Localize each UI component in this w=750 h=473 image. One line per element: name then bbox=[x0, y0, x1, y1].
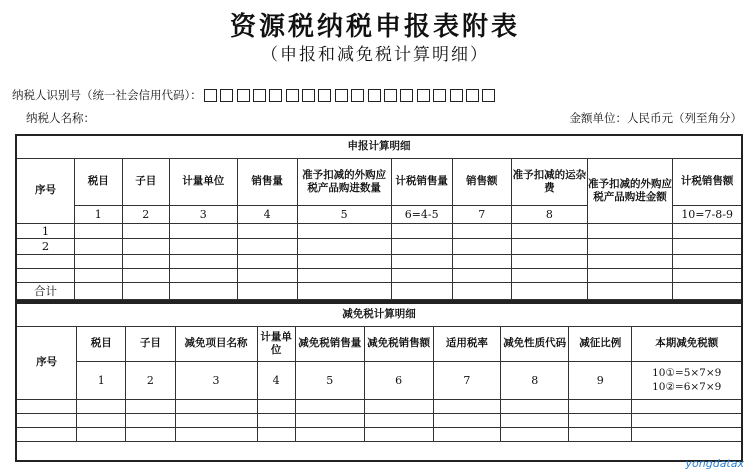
data-cell[interactable] bbox=[297, 224, 391, 239]
data-cell[interactable] bbox=[175, 400, 257, 414]
taxpayer-id-digit-box[interactable] bbox=[400, 89, 413, 102]
declaration-col-header: 准予扣减的外购应税产品购进金额 bbox=[587, 159, 672, 224]
exemption-col-header: 计量单位 bbox=[257, 327, 295, 362]
taxpayer-id-digit-box[interactable] bbox=[220, 89, 233, 102]
taxpayer-id-boxes[interactable] bbox=[204, 89, 499, 102]
taxpayer-id-digit-box[interactable] bbox=[286, 89, 299, 102]
data-cell[interactable] bbox=[17, 400, 77, 414]
data-cell[interactable] bbox=[511, 254, 587, 268]
declaration-col-header: 销售额 bbox=[452, 159, 511, 206]
declaration-col-number: 4 bbox=[237, 206, 297, 224]
form-title: 资源税纳税申报表附表 bbox=[229, 12, 520, 42]
row-label: 2 bbox=[17, 239, 75, 254]
declaration-col-number: 3 bbox=[170, 206, 238, 224]
data-cell[interactable] bbox=[673, 224, 742, 239]
data-cell[interactable] bbox=[122, 268, 169, 282]
row-label bbox=[17, 254, 75, 268]
data-cell[interactable] bbox=[297, 282, 391, 299]
exemption-col-header: 减免性质代码 bbox=[501, 327, 569, 362]
declaration-col-number: 10=7-8-9 bbox=[673, 206, 742, 224]
data-cell[interactable] bbox=[122, 239, 169, 254]
data-cell[interactable] bbox=[257, 400, 295, 414]
exemption-col-header: 子目 bbox=[126, 327, 175, 362]
exemption-col-header: 税目 bbox=[77, 327, 126, 362]
data-cell[interactable] bbox=[77, 428, 126, 442]
data-cell[interactable] bbox=[452, 239, 511, 254]
data-cell[interactable] bbox=[122, 282, 169, 299]
taxpayer-id-digit-box[interactable] bbox=[237, 89, 250, 102]
data-cell[interactable] bbox=[452, 282, 511, 299]
declaration-col-header: 计税销售量 bbox=[391, 159, 452, 206]
declaration-col-number: 8 bbox=[511, 206, 587, 224]
exemption-col-number: 9 bbox=[569, 362, 632, 400]
taxpayer-id-digit-box[interactable] bbox=[417, 89, 430, 102]
taxpayer-name-label: 纳税人名称： bbox=[26, 111, 95, 125]
declaration-col-header: 准予扣减的运杂费 bbox=[511, 159, 587, 206]
data-cell[interactable] bbox=[673, 254, 742, 268]
declaration-col-header: 准予扣减的外购应税产品购进数量 bbox=[297, 159, 391, 206]
data-cell[interactable] bbox=[122, 254, 169, 268]
taxpayer-id-digit-box[interactable] bbox=[302, 89, 315, 102]
data-cell[interactable] bbox=[511, 268, 587, 282]
data-cell[interactable] bbox=[75, 254, 122, 268]
data-cell[interactable] bbox=[237, 268, 297, 282]
declaration-col-header: 计税销售额 bbox=[673, 159, 742, 206]
declaration-col-header: 销售量 bbox=[237, 159, 297, 206]
exemption-table bbox=[16, 303, 742, 442]
data-cell[interactable] bbox=[170, 239, 238, 254]
table-row bbox=[17, 239, 742, 254]
data-cell[interactable] bbox=[237, 282, 297, 299]
data-cell[interactable] bbox=[75, 239, 122, 254]
data-cell[interactable] bbox=[170, 282, 238, 299]
data-cell[interactable] bbox=[295, 428, 364, 442]
data-cell[interactable] bbox=[632, 428, 742, 442]
table-row bbox=[17, 428, 742, 442]
data-cell[interactable] bbox=[17, 414, 77, 428]
data-cell[interactable] bbox=[569, 400, 632, 414]
data-cell[interactable] bbox=[297, 268, 391, 282]
exemption-col-header: 减免项目名称 bbox=[175, 327, 257, 362]
taxpayer-id-row bbox=[12, 87, 499, 103]
data-cell[interactable] bbox=[126, 414, 175, 428]
data-cell[interactable] bbox=[237, 224, 297, 239]
watermark: yongdatax bbox=[685, 457, 744, 470]
taxpayer-id-digit-box[interactable] bbox=[351, 89, 364, 102]
data-cell[interactable] bbox=[391, 224, 452, 239]
exemption-col-header: 减免税销售额 bbox=[364, 327, 433, 362]
data-cell[interactable] bbox=[587, 239, 672, 254]
currency-unit-label: 金额单位：人民币元（列至角分） bbox=[569, 111, 742, 125]
data-cell[interactable] bbox=[511, 239, 587, 254]
data-cell[interactable] bbox=[452, 254, 511, 268]
taxpayer-id-digit-box[interactable] bbox=[335, 89, 348, 102]
row-label: 1 bbox=[17, 224, 75, 239]
data-cell[interactable] bbox=[175, 428, 257, 442]
declaration-col-header: 子目 bbox=[122, 159, 169, 206]
data-cell[interactable] bbox=[569, 428, 632, 442]
exemption-formula-cell bbox=[632, 362, 742, 400]
taxpayer-id-digit-box[interactable] bbox=[384, 89, 397, 102]
data-cell[interactable] bbox=[391, 254, 452, 268]
data-cell[interactable] bbox=[126, 400, 175, 414]
data-cell[interactable] bbox=[391, 268, 452, 282]
data-cell[interactable] bbox=[77, 400, 126, 414]
exemption-col-number: 8 bbox=[501, 362, 569, 400]
data-cell[interactable] bbox=[170, 224, 238, 239]
declaration-row-header: 序号 bbox=[17, 159, 75, 224]
declaration-table bbox=[16, 135, 742, 300]
declaration-section-title: 申报计算明细 bbox=[17, 136, 742, 159]
table-row bbox=[17, 254, 742, 268]
data-cell[interactable] bbox=[501, 400, 569, 414]
data-cell[interactable] bbox=[673, 268, 742, 282]
declaration-col-number: 7 bbox=[452, 206, 511, 224]
data-cell[interactable] bbox=[364, 400, 433, 414]
declaration-col-header: 计量单位 bbox=[170, 159, 238, 206]
data-cell[interactable] bbox=[126, 428, 175, 442]
data-cell[interactable] bbox=[511, 224, 587, 239]
taxpayer-id-digit-box[interactable] bbox=[204, 89, 217, 102]
form-subtitle: （申报和减免税计算明细） bbox=[261, 45, 489, 65]
taxpayer-id-digit-box[interactable] bbox=[269, 89, 282, 102]
row-label: 合计 bbox=[17, 282, 75, 299]
exemption-formula-2: 10②=6×7×9 bbox=[652, 380, 722, 393]
data-cell[interactable] bbox=[295, 414, 364, 428]
data-cell[interactable] bbox=[75, 282, 122, 299]
data-cell[interactable] bbox=[452, 224, 511, 239]
taxpayer-id-digit-box[interactable] bbox=[368, 89, 381, 102]
table-row bbox=[17, 400, 742, 414]
data-cell[interactable] bbox=[295, 400, 364, 414]
exemption-col-header: 适用税率 bbox=[433, 327, 501, 362]
data-cell[interactable] bbox=[391, 239, 452, 254]
data-cell[interactable] bbox=[175, 414, 257, 428]
exemption-col-header: 本期减免税额 bbox=[632, 327, 742, 362]
data-cell[interactable] bbox=[257, 414, 295, 428]
data-cell[interactable] bbox=[257, 428, 295, 442]
exemption-col-number: 4 bbox=[257, 362, 295, 400]
data-cell[interactable] bbox=[511, 282, 587, 299]
data-cell[interactable] bbox=[433, 400, 501, 414]
data-cell[interactable] bbox=[364, 428, 433, 442]
data-cell[interactable] bbox=[297, 239, 391, 254]
data-cell[interactable] bbox=[297, 254, 391, 268]
declaration-col-number: 5 bbox=[297, 206, 391, 224]
table-row bbox=[17, 414, 742, 428]
data-cell[interactable] bbox=[632, 400, 742, 414]
exemption-col-number: 3 bbox=[175, 362, 257, 400]
exemption-col-number: 6 bbox=[364, 362, 433, 400]
data-cell[interactable] bbox=[673, 239, 742, 254]
declaration-col-number: 2 bbox=[122, 206, 169, 224]
data-cell[interactable] bbox=[391, 282, 452, 299]
declaration-col-number: 6=4-5 bbox=[391, 206, 452, 224]
exemption-col-number: 2 bbox=[126, 362, 175, 400]
total-row bbox=[17, 282, 742, 299]
data-cell[interactable] bbox=[122, 224, 169, 239]
exemption-formula-1: 10①=5×7×9 bbox=[652, 367, 722, 380]
exemption-col-number: 1 bbox=[77, 362, 126, 400]
data-cell[interactable] bbox=[170, 254, 238, 268]
taxpayer-id-digit-box[interactable] bbox=[433, 89, 446, 102]
data-cell[interactable] bbox=[433, 428, 501, 442]
taxpayer-id-digit-box[interactable] bbox=[253, 89, 266, 102]
taxpayer-id-digit-box[interactable] bbox=[318, 89, 331, 102]
data-cell[interactable] bbox=[237, 254, 297, 268]
exemption-col-number: 7 bbox=[433, 362, 501, 400]
declaration-col-header: 税目 bbox=[75, 159, 122, 206]
data-cell[interactable] bbox=[75, 224, 122, 239]
taxpayer-id-digit-box[interactable] bbox=[450, 89, 463, 102]
taxpayer-id-label: 纳税人识别号（统一社会信用代码）： bbox=[12, 88, 202, 102]
data-cell[interactable] bbox=[501, 428, 569, 442]
data-cell[interactable] bbox=[587, 282, 672, 299]
data-cell[interactable] bbox=[587, 224, 672, 239]
exemption-col-header: 减征比例 bbox=[569, 327, 632, 362]
table-row bbox=[17, 224, 742, 239]
data-cell[interactable] bbox=[501, 414, 569, 428]
data-cell[interactable] bbox=[17, 428, 77, 442]
data-cell[interactable] bbox=[587, 254, 672, 268]
exemption-col-header: 减免税销售量 bbox=[295, 327, 364, 362]
table-row bbox=[17, 268, 742, 282]
data-cell[interactable] bbox=[77, 414, 126, 428]
data-cell[interactable] bbox=[75, 268, 122, 282]
data-cell[interactable] bbox=[452, 268, 511, 282]
data-cell[interactable] bbox=[632, 414, 742, 428]
exemption-row-header: 序号 bbox=[17, 327, 77, 400]
declaration-col-number: 1 bbox=[75, 206, 122, 224]
data-cell[interactable] bbox=[569, 414, 632, 428]
data-cell[interactable] bbox=[237, 239, 297, 254]
data-cell[interactable] bbox=[364, 414, 433, 428]
row-label bbox=[17, 268, 75, 282]
data-cell[interactable] bbox=[673, 282, 742, 299]
taxpayer-id-digit-box[interactable] bbox=[482, 89, 495, 102]
data-cell[interactable] bbox=[587, 268, 672, 282]
taxpayer-id-digit-box[interactable] bbox=[466, 89, 479, 102]
data-cell[interactable] bbox=[170, 268, 238, 282]
exemption-col-number: 5 bbox=[295, 362, 364, 400]
exemption-section-title: 减免税计算明细 bbox=[17, 304, 742, 327]
data-cell[interactable] bbox=[433, 414, 501, 428]
